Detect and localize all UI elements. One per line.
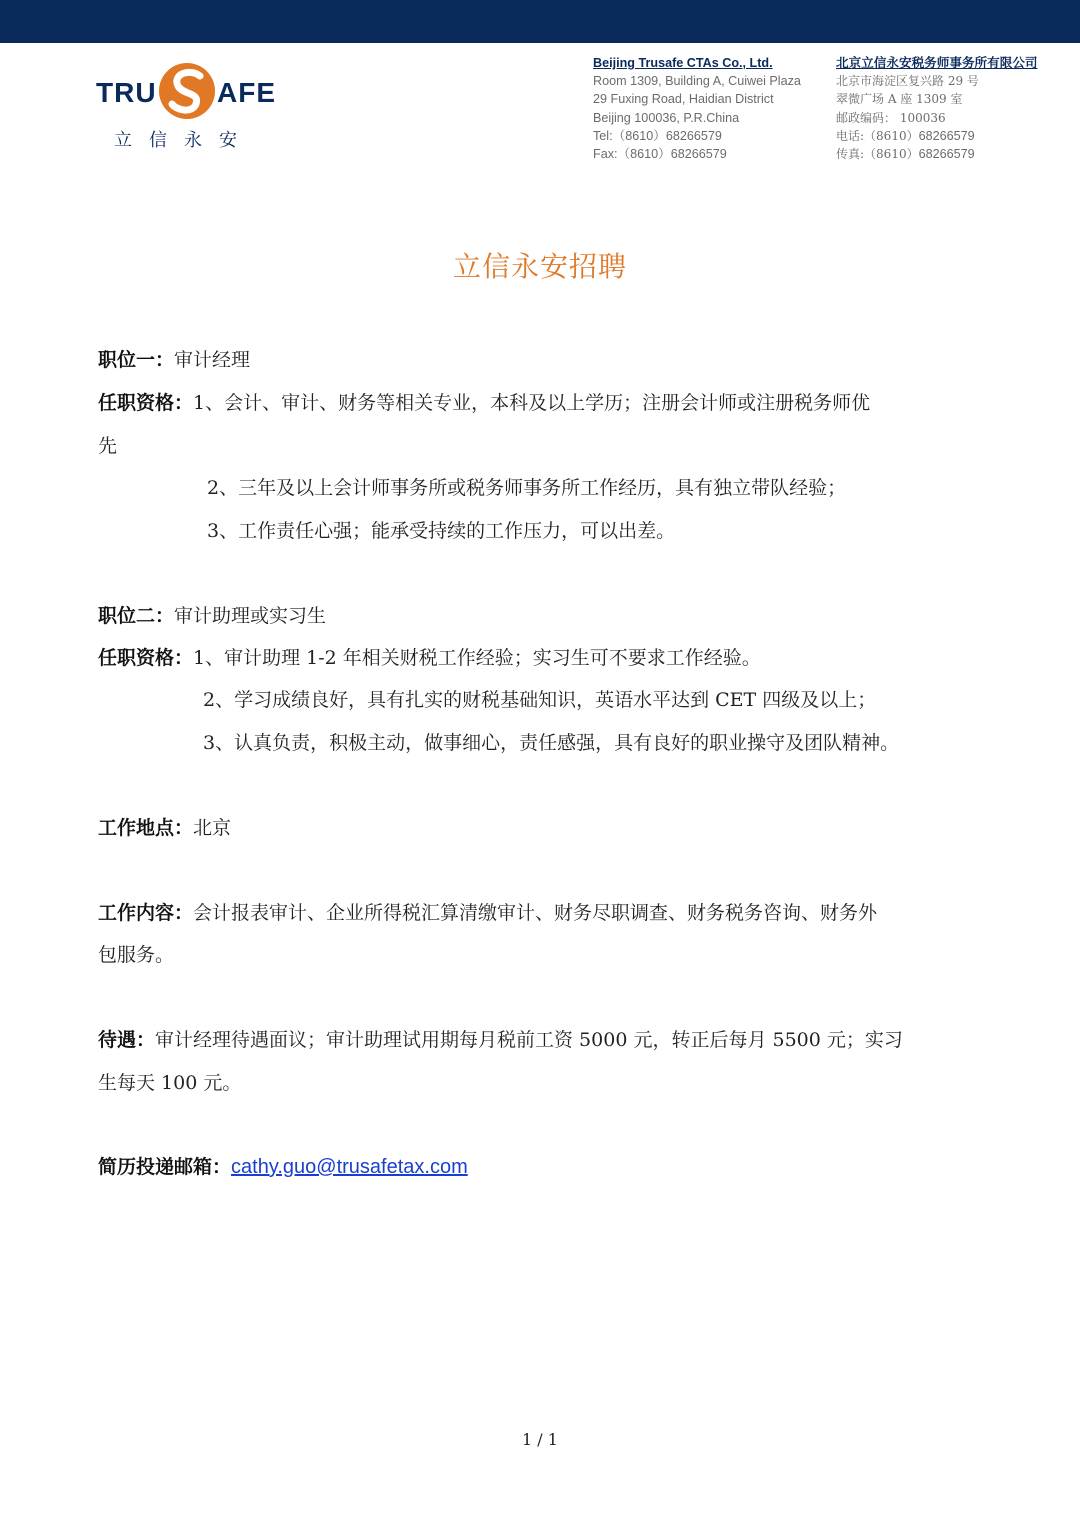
salary-cont: 生每天 100 元。: [98, 1072, 242, 1094]
work-content: 工作内容：会计报表审计、企业所得税汇算清缴审计、财务尽职调查、财务税务咨询、财务外: [98, 902, 878, 924]
salary: 待遇：审计经理待遇面议；审计助理试用期每月税前工资 5000 元，转正后每月 5500 元；实习: [98, 1029, 903, 1051]
position1-req2: 2、三年及以上会计师事务所或税务师事务所工作经历，具有独立带队经验；: [207, 477, 847, 499]
resume-email-link[interactable]: cathy.guo@trusafetax.com: [231, 1156, 468, 1178]
logo-text-left: TRU: [96, 77, 157, 108]
page-number: 1 / 1: [522, 1430, 558, 1449]
work-location: 工作地点：北京: [98, 817, 232, 839]
address-chinese: [836, 54, 1038, 163]
position2-req2: 2、学习成绩良好，具有扎实的财税基础知识，英语水平达到 CET 四级及以上；: [203, 689, 877, 711]
position2-req3: 3、认真负责，积极主动，做事细心，责任感强，具有良好的职业操守及团队精神。: [203, 732, 900, 754]
company-logo: [96, 60, 276, 155]
logo-chinese-name: 立信永安: [114, 130, 254, 151]
address-en-line2: 29 Fuxing Road, Haidian District: [593, 92, 774, 107]
position2-heading: 职位二：审计助理或实习生: [98, 605, 327, 627]
company-name-en: Beijing Trusafe CTAs Co., Ltd.: [593, 56, 773, 70]
address-cn-line3: 邮政编码： 100036: [836, 110, 946, 125]
address-english: [593, 54, 801, 163]
top-banner: [0, 0, 1080, 43]
tel-cn: 电话:（8610）68266579: [836, 128, 975, 143]
fax-cn: 传真:（8610）68266579: [836, 147, 975, 162]
position1-req1: 任职资格：1、会计、审计、财务等相关专业，本科及以上学历；注册会计师或注册税务师优: [98, 392, 871, 414]
company-name-cn: 北京立信永安税务师事务所有限公司: [836, 56, 1038, 70]
address-cn-line1: 北京市海淀区复兴路 29 号: [836, 74, 979, 89]
position1-req3: 3、工作责任心强；能承受持续的工作压力，可以出差。: [207, 520, 676, 542]
tel-en: Tel:（8610）68266579: [593, 128, 722, 143]
address-cn-line2: 翠微广场 A 座 1309 室: [836, 92, 963, 107]
position2-req1: 任职资格：1、审计助理 1-2 年相关财税工作经验；实习生可不要求工作经验。: [98, 647, 761, 669]
position1-req1-cont: 先: [98, 435, 118, 457]
page-title: 立信永安招聘: [452, 250, 627, 283]
logo-s-icon: [156, 60, 218, 122]
fax-en: Fax:（8610）68266579: [593, 147, 727, 162]
work-content-cont: 包服务。: [98, 944, 175, 966]
position1-heading: 职位一：审计经理: [98, 349, 251, 371]
address-en-line3: Beijing 100036, P.R.China: [593, 110, 740, 125]
resume-email-line: 简历投递邮箱：cathy.guo@trusafetax.com: [98, 1156, 468, 1178]
logo-text-right: AFE: [217, 77, 276, 108]
address-en-line1: Room 1309, Building A, Cuiwei Plaza: [593, 74, 801, 89]
